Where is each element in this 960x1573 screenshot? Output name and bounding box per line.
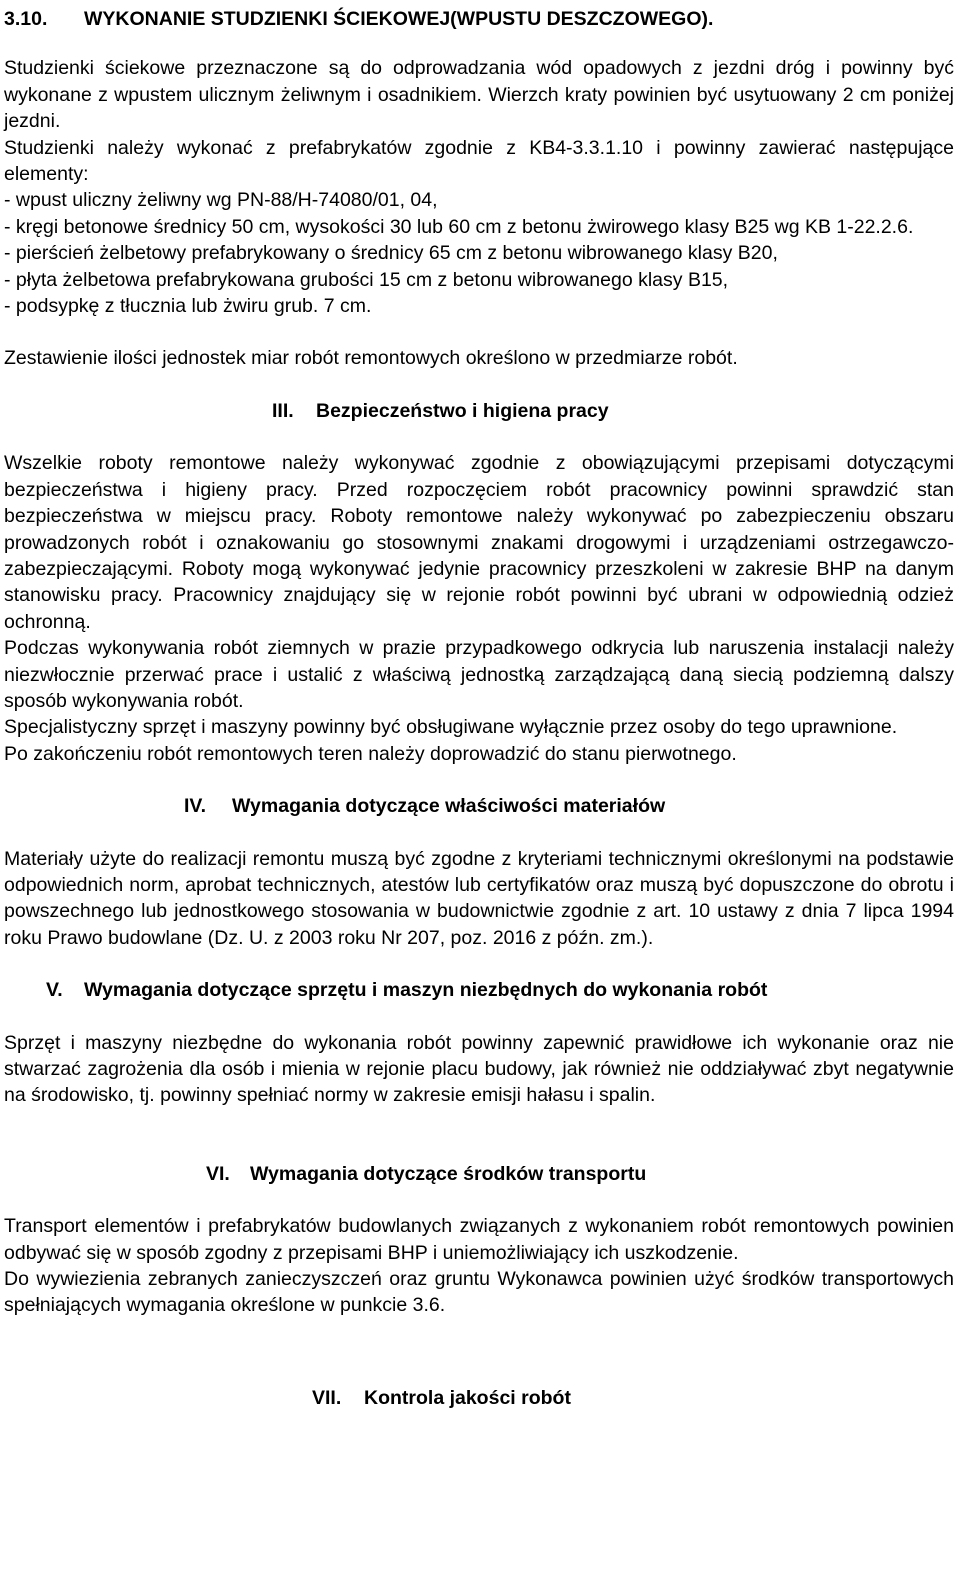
- section-VII-title: Kontrola jakości robót: [364, 1386, 571, 1409]
- section-3-10-summary: Zestawienie ilości jednostek miar robót remontowych określono w przedmiarze robót.: [4, 347, 738, 370]
- section-III-title: Bezpieczeństwo i higiena pracy: [316, 399, 609, 422]
- list-item: - wpust uliczny żeliwny wg PN-88/H-74080/01, 04,: [4, 189, 438, 212]
- section-III-paragraph: Podczas wykonywania robót ziemnych w prazie przypadkowego odkrycia lub naruszenia instalacji należy niezwłocznie przerwać prace i ustalić z właściwą jednostką zarządzającą daną siecią podziemną dalszy sposób wykonywania robót.: [4, 637, 954, 712]
- list-item: - pierścień żelbetowy prefabrykowany o średnicy 65 cm z betonu wibrowanego klasy B20,: [4, 242, 778, 265]
- section-3-10-title: WYKONANIE STUDZIENKI ŚCIEKOWEJ(WPUSTU DESZCZOWEGO).: [84, 8, 714, 30]
- section-V-title: Wymagania dotyczące sprzętu i maszyn niezbędnych do wykonania robót: [84, 979, 768, 1002]
- document-page: [4, 6, 954, 1411]
- section-VI-paragraph: Do wywiezienia zebranych zanieczyszczeń oraz gruntu Wykonawca powinien użyć środków transportowych spełniających wymagania określone w punkcie 3.6.: [4, 1268, 954, 1317]
- section-IV-heading: [4, 793, 954, 819]
- section-3-10-number: 3.10.: [4, 8, 48, 30]
- section-VI-heading: [4, 1161, 954, 1187]
- section-III-number: III.: [272, 399, 294, 422]
- section-VII-number: VII.: [312, 1386, 342, 1409]
- section-V-number: V.: [46, 979, 63, 1002]
- section-3-10-heading: [4, 6, 954, 32]
- section-VII-heading: [4, 1385, 954, 1411]
- section-IV-title: Wymagania dotyczące właściwości materiałów: [232, 795, 666, 818]
- section-3-10-element-list: [4, 187, 954, 319]
- section-V-heading: [4, 977, 954, 1003]
- section-III-paragraph: Wszelkie roboty remontowe należy wykonywać zgodnie z obowiązującymi przepisami dotyczącymi bezpieczeństwa i higieny pracy. Przed rozpoczęciem robót pracownicy powinni sprawdzić stan bezpieczeństwa w miejscu pracy. Roboty remontowe należy wykonywać po zabezpieczeniu obszaru prowadzonych robót i oznakowaniu go stosownymi znakami drogowymi i urządzeniami ostrzegawczo-zabezpieczającymi. Roboty mogą wykonywać jedynie pracownicy przeszkoleni w zakresie BHP na danym stanowisku pracy. Pracownicy znajdujący się w rejonie robót powinni być ubrani w odpowiednią odzież ochronną.: [4, 452, 954, 633]
- list-item: - podsypkę z tłucznia lub żwiru grub. 7 cm.: [4, 295, 372, 318]
- section-3-10-paragraph-2: Studzienki należy wykonać z prefabrykatów zgodnie z KB4-3.3.1.10 i powinny zawierać następujące elementy:: [4, 136, 954, 186]
- section-VI-paragraph: Transport elementów i prefabrykatów budowlanych związanych z wykonaniem robót remontowych powinien odbywać się w sposób zgodny z przepisami BHP i uniemożliwiający ich uszkodzenie.: [4, 1215, 954, 1264]
- section-3-10-paragraph-1: Studzienki ściekowe przeznaczone są do odprowadzania wód opadowych z jezdni dróg i powinny być wykonane z wpustem ulicznym żeliwnym i osadnikiem. Wierzch kraty powinien być usytuowany 2 cm poniżej jezdni.: [4, 57, 954, 133]
- section-IV-paragraph: Materiały użyte do realizacji remontu muszą być zgodne z kryteriami technicznymi określonymi na podstawie odpowiednich norm, aprobat technicznych, atestów lub certyfikatów oraz muszą być dopuszczone do obrotu i powszechnego lub jednostkowego stosowania w budownictwie zgodnie z art. 10 ustawy z dnia 7 lipca 1994 roku Prawo budowlane (Dz. U. z 2003 roku Nr 207, poz. 2016 z późn. zm.).: [4, 847, 954, 949]
- section-V-paragraph: Sprzęt i maszyny niezbędne do wykonania robót powinny zapewnić prawidłowe ich wykonanie oraz nie stwarzać zagrożenia dla osób i mienia w rejonie placu budowy, jak również nie oddziaływać zbyt negatywnie na środowisko, tj. powinny spełniać normy w zakresie emisji hałasu i spalin.: [4, 1031, 954, 1107]
- list-item: - płyta żelbetowa prefabrykowana grubości 15 cm z betonu wibrowanego klasy B15,: [4, 268, 729, 291]
- list-item: - kręgi betonowe średnicy 50 cm, wysokości 30 lub 60 cm z betonu żwirowego klasy B25 wg KB 1-22.2.6.: [4, 215, 914, 238]
- section-IV-number: IV.: [184, 795, 207, 818]
- section-III-paragraph: Po zakończeniu robót remontowych teren należy doprowadzić do stanu pierwotnego.: [4, 742, 737, 765]
- section-III-paragraph: Specjalistyczny sprzęt i maszyny powinny być obsługiwane wyłącznie przez osoby do tego uprawnione.: [4, 716, 898, 739]
- section-VI-number: VI.: [206, 1162, 230, 1185]
- section-III-heading: [4, 398, 954, 424]
- section-VI-title: Wymagania dotyczące środków transportu: [250, 1162, 647, 1185]
